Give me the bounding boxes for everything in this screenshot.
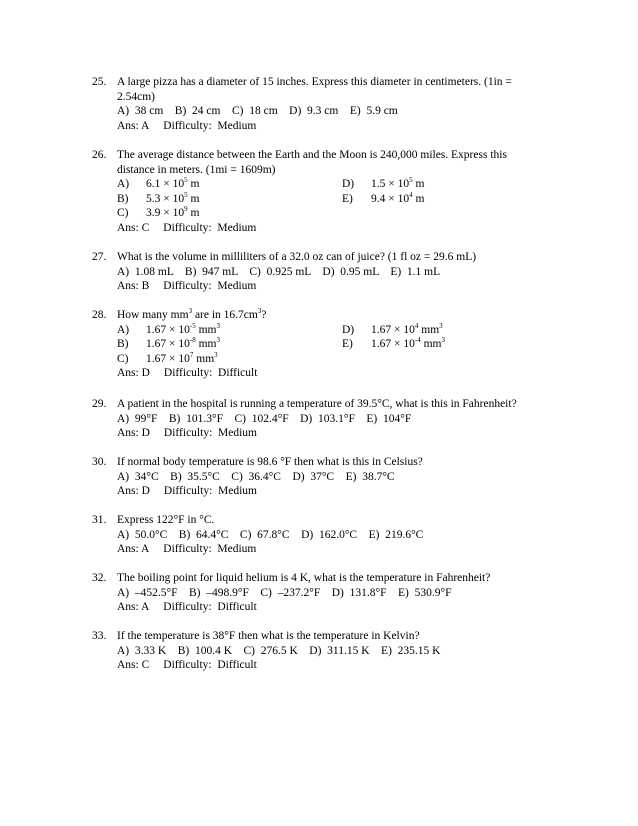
question-text: The boiling point for liquid helium is 4 K, what is the temperature in Fahrenheit? [117, 572, 491, 584]
question-text-cont: 2.54cm) [117, 90, 156, 103]
answer-value: D [141, 427, 150, 439]
question-number: 31. [92, 514, 107, 526]
difficulty-label: Difficulty: [163, 367, 213, 379]
choice-exponent: -5 [189, 321, 196, 330]
choice-base: 6.1 × 10 [146, 178, 185, 190]
difficulty-label: Difficulty: [163, 221, 212, 234]
difficulty-label: Difficulty: [163, 485, 213, 497]
question-29 [92, 397, 572, 441]
unit-exponent: 3 [441, 336, 445, 344]
difficulty-label: Difficulty: [163, 427, 213, 439]
choice-exponent: 4 [409, 190, 413, 199]
choice-exponent: 5 [184, 190, 188, 199]
text-exponent: 3 [257, 307, 262, 315]
choice-unit: m [187, 178, 200, 190]
answer-value: A [140, 543, 150, 555]
answer-value: D [141, 367, 150, 379]
choice-label: D) [342, 178, 355, 190]
question-number: 28. [92, 309, 107, 321]
choice-unit: mm [195, 323, 217, 336]
choice-label: B) [117, 192, 129, 205]
question-text: A large pizza has a diameter of 15 inches. Express this diameter in centimeters. (1in = [117, 76, 512, 88]
answer-value: C [141, 659, 150, 671]
answer-choices: A) 38 cm B) 24 cm C) 18 cm D) 9.3 cm E) 5.9 cm [117, 105, 398, 117]
answer-line [117, 600, 572, 615]
answer-choices-grid [117, 177, 572, 221]
difficulty-value: Difficult [217, 659, 257, 671]
choice-label: C) [117, 352, 129, 365]
answer-line [117, 484, 572, 499]
choice-label: E) [342, 338, 353, 350]
ans-label: Ans: [117, 543, 139, 555]
question-30 [92, 455, 572, 499]
choice-unit: mm [420, 338, 442, 350]
question-33 [92, 629, 572, 673]
difficulty-label: Difficulty: [163, 119, 212, 132]
choice-base: 1.67 × 10 [146, 338, 190, 350]
choice-exponent: -4 [414, 336, 421, 344]
choice-exponent: 4 [414, 321, 419, 330]
answer-line [117, 119, 572, 134]
choice-label: C) [117, 207, 129, 219]
choice-label: D) [342, 323, 355, 336]
question-text-cont: distance in meters. (1mi = 1609m) [117, 163, 276, 176]
choice-label: B) [117, 338, 129, 350]
answer-line [117, 426, 572, 441]
question-text [117, 308, 572, 323]
difficulty-label: Difficulty: [163, 280, 212, 292]
unit-exponent: 3 [439, 321, 443, 330]
text-exponent: 3 [188, 307, 193, 315]
question-number: 30. [92, 456, 107, 468]
answer-value: B [141, 280, 150, 292]
choice-unit: m [187, 192, 200, 205]
answer-choices: A) 34°C B) 35.5°C C) 36.4°C D) 37°C E) 38.7°C [117, 470, 395, 483]
choice-label: A) [117, 178, 130, 190]
choice-exponent: 7 [189, 350, 194, 359]
text-part: are in 16.7cm [192, 309, 258, 321]
choice-exponent: -8 [189, 336, 196, 344]
ans-label: Ans: [117, 427, 139, 439]
choice-exponent: 5 [409, 176, 413, 184]
text-part: How many mm [117, 309, 189, 321]
question-28 [92, 308, 572, 381]
answer-choices: A) 50.0°C B) 64.4°C C) 67.8°C D) 162.0°C E) 219.6°C [117, 528, 424, 541]
difficulty-value: Medium [218, 427, 257, 439]
difficulty-value: Difficult [218, 367, 258, 379]
ans-label: Ans: [117, 485, 139, 497]
question-text: The average distance between the Earth and the Moon is 240,000 miles. Express this [117, 149, 507, 161]
answer-choices: A) –452.5°F B) –498.9°F C) –237.2°F D) 131.8°F E) 530.9°F [117, 586, 452, 599]
choice-label: A) [117, 323, 130, 336]
answer-choices: A) 1.08 mL B) 947 mL C) 0.925 mL D) 0.95 mL E) 1.1 mL [117, 265, 441, 278]
choice-unit: mm [418, 323, 440, 336]
difficulty-label: Difficulty: [163, 601, 212, 613]
ans-label: Ans: [117, 601, 139, 613]
choice-unit: mm [195, 338, 217, 350]
answer-line [117, 221, 572, 236]
choice-base: 1.5 × 10 [371, 178, 410, 190]
ans-label: Ans: [117, 280, 139, 292]
question-number: 33. [92, 630, 107, 642]
question-text: A patient in the hospital is running a temperature of 39.5°C, what is this in Fahrenheit? [117, 398, 517, 410]
question-number: 26. [92, 149, 107, 161]
choice-base: 3.9 × 10 [146, 207, 185, 219]
choice-unit: m [412, 178, 425, 190]
question-number: 25. [92, 76, 107, 88]
choice-exponent: 9 [184, 205, 188, 213]
answer-line [117, 366, 572, 381]
choice-unit: m [412, 192, 425, 205]
question-text: What is the volume in milliliters of a 32.0 oz can of juice? (1 fl oz = 29.6 mL) [117, 251, 477, 263]
choice-base: 1.67 × 10 [371, 338, 415, 350]
question-27 [92, 250, 572, 294]
unit-exponent: 3 [216, 321, 220, 330]
answer-line [117, 658, 572, 673]
question-number: 27. [92, 251, 107, 263]
answer-choices: A) 3.33 K B) 100.4 K C) 276.5 K D) 311.15 K E) 235.15 K [117, 644, 441, 657]
question-32 [92, 571, 572, 615]
difficulty-value: Medium [217, 280, 257, 292]
choice-label: E) [342, 192, 353, 205]
answer-value: A [140, 601, 150, 613]
ans-label: Ans: [117, 659, 139, 671]
difficulty-value: Medium [217, 221, 257, 234]
choice-base: 1.67 × 10 [146, 323, 190, 336]
answer-value: D [141, 485, 150, 497]
choice-base: 5.3 × 10 [146, 192, 185, 205]
difficulty-value: Medium [217, 119, 257, 132]
answer-choices: A) 99°F B) 101.3°F C) 102.4°F D) 103.1°F E) 104°F [117, 412, 412, 425]
answer-choices-grid [117, 323, 572, 367]
difficulty-value: Medium [217, 543, 257, 555]
unit-exponent: 3 [216, 336, 220, 344]
choice-exponent: 5 [184, 176, 188, 184]
difficulty-label: Difficulty: [163, 543, 212, 555]
answer-value: A [140, 119, 150, 132]
ans-label: Ans: [117, 119, 139, 132]
choice-base: 9.4 × 10 [371, 192, 410, 205]
question-text: If the temperature is 38°F then what is the temperature in Kelvin? [117, 630, 420, 642]
difficulty-value: Medium [218, 485, 257, 497]
answer-line [117, 542, 572, 557]
difficulty-value: Difficult [217, 601, 257, 613]
question-25 [92, 75, 572, 133]
question-number: 29. [92, 398, 107, 410]
unit-exponent: 3 [214, 350, 218, 359]
question-number: 32. [92, 572, 107, 584]
difficulty-label: Difficulty: [163, 659, 212, 671]
answer-value: C [141, 221, 150, 234]
question-text: Express 122°F in °C. [117, 514, 215, 526]
question-31 [92, 513, 572, 557]
question-text: If normal body temperature is 98.6 °F then what is this in Celsius? [117, 456, 423, 468]
ans-label: Ans: [117, 367, 139, 379]
choice-unit: m [187, 207, 200, 219]
question-26 [92, 148, 572, 235]
choice-base: 1.67 × 10 [371, 323, 415, 336]
ans-label: Ans: [117, 221, 139, 234]
text-part: ? [261, 309, 267, 321]
answer-line [117, 279, 572, 294]
choice-base: 1.67 × 10 [146, 352, 190, 365]
choice-unit: mm [193, 352, 215, 365]
